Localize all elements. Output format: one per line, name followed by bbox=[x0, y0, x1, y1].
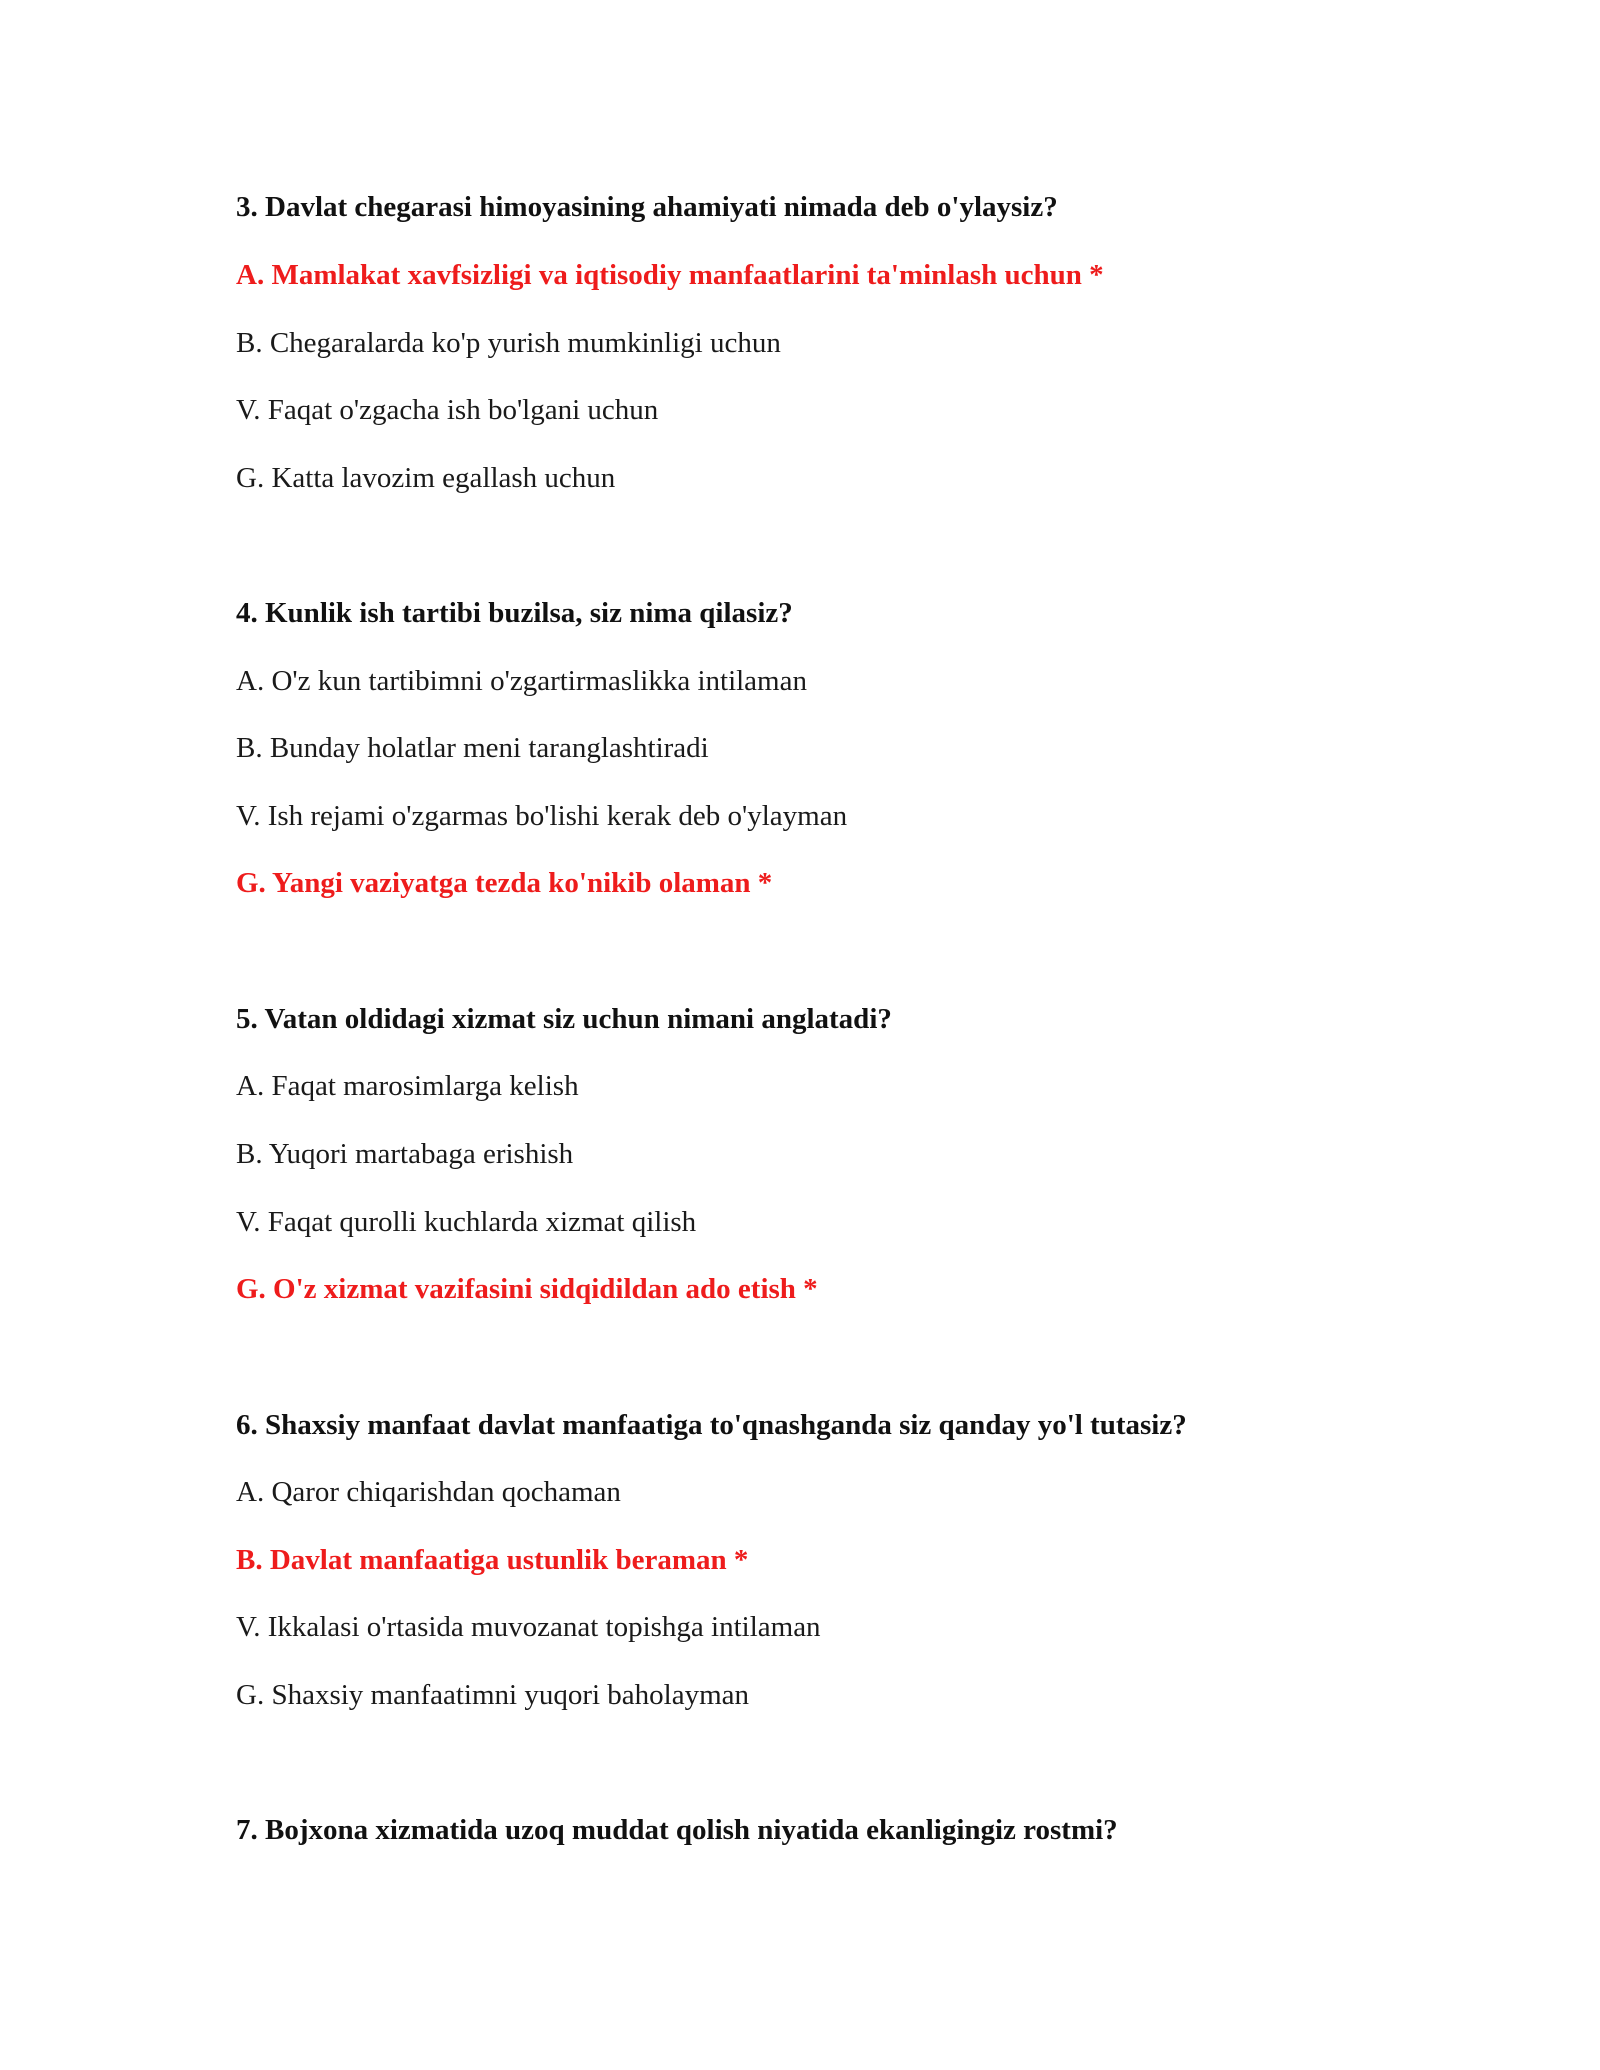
question-3: 3. Davlat chegarasi himoyasining ahamiyati nimada deb o'ylaysiz? bbox=[236, 191, 1058, 223]
answer-5g: G. O'z xizmat vazifasini sidqidildan ado etish * bbox=[236, 1273, 818, 1305]
answer-4b: B. Bunday holatlar meni taranglashtiradi bbox=[236, 732, 709, 764]
question-7: 7. Bojxona xizmatida uzoq muddat qolish niyatida ekanligingiz rostmi? bbox=[236, 1814, 1118, 1846]
answer-3v: V. Faqat o'zgacha ish bo'lgani uchun bbox=[236, 394, 659, 426]
answer-5v: V. Faqat qurolli kuchlarda xizmat qilish bbox=[236, 1206, 697, 1238]
answer-4v: V. Ish rejami o'zgarmas bo'lishi kerak deb o'ylayman bbox=[236, 800, 848, 832]
answer-5b: B. Yuqori martabaga erishish bbox=[236, 1138, 574, 1170]
question-4: 4. Kunlik ish tartibi buzilsa, siz nima qilasiz? bbox=[236, 597, 793, 629]
answer-6v: V. Ikkalasi o'rtasida muvozanat topishga intilaman bbox=[236, 1611, 821, 1643]
answer-3b: B. Chegaralarda ko'p yurish mumkinligi uchun bbox=[236, 327, 781, 359]
answer-6g: G. Shaxsiy manfaatimni yuqori baholayman bbox=[236, 1679, 750, 1711]
answer-4a: A. O'z kun tartibimni o'zgartirmaslikka intilaman bbox=[236, 665, 807, 697]
answer-4g: G. Yangi vaziyatga tezda ko'nikib olaman * bbox=[236, 867, 773, 899]
answer-6b: B. Davlat manfaatiga ustunlik beraman * bbox=[236, 1544, 749, 1576]
question-6: 6. Shaxsiy manfaat davlat manfaatiga to'qnashganda siz qanday yo'l tutasiz? bbox=[236, 1409, 1187, 1441]
question-5: 5. Vatan oldidagi xizmat siz uchun nimani anglatadi? bbox=[236, 1003, 892, 1035]
answer-3a: A. Mamlakat xavfsizligi va iqtisodiy manfaatlarini ta'minlash uchun * bbox=[236, 259, 1104, 291]
answer-6a: A. Qaror chiqarishdan qochaman bbox=[236, 1476, 621, 1508]
answer-3g: G. Katta lavozim egallash uchun bbox=[236, 462, 616, 494]
answer-5a: A. Faqat marosimlarga kelish bbox=[236, 1070, 579, 1102]
